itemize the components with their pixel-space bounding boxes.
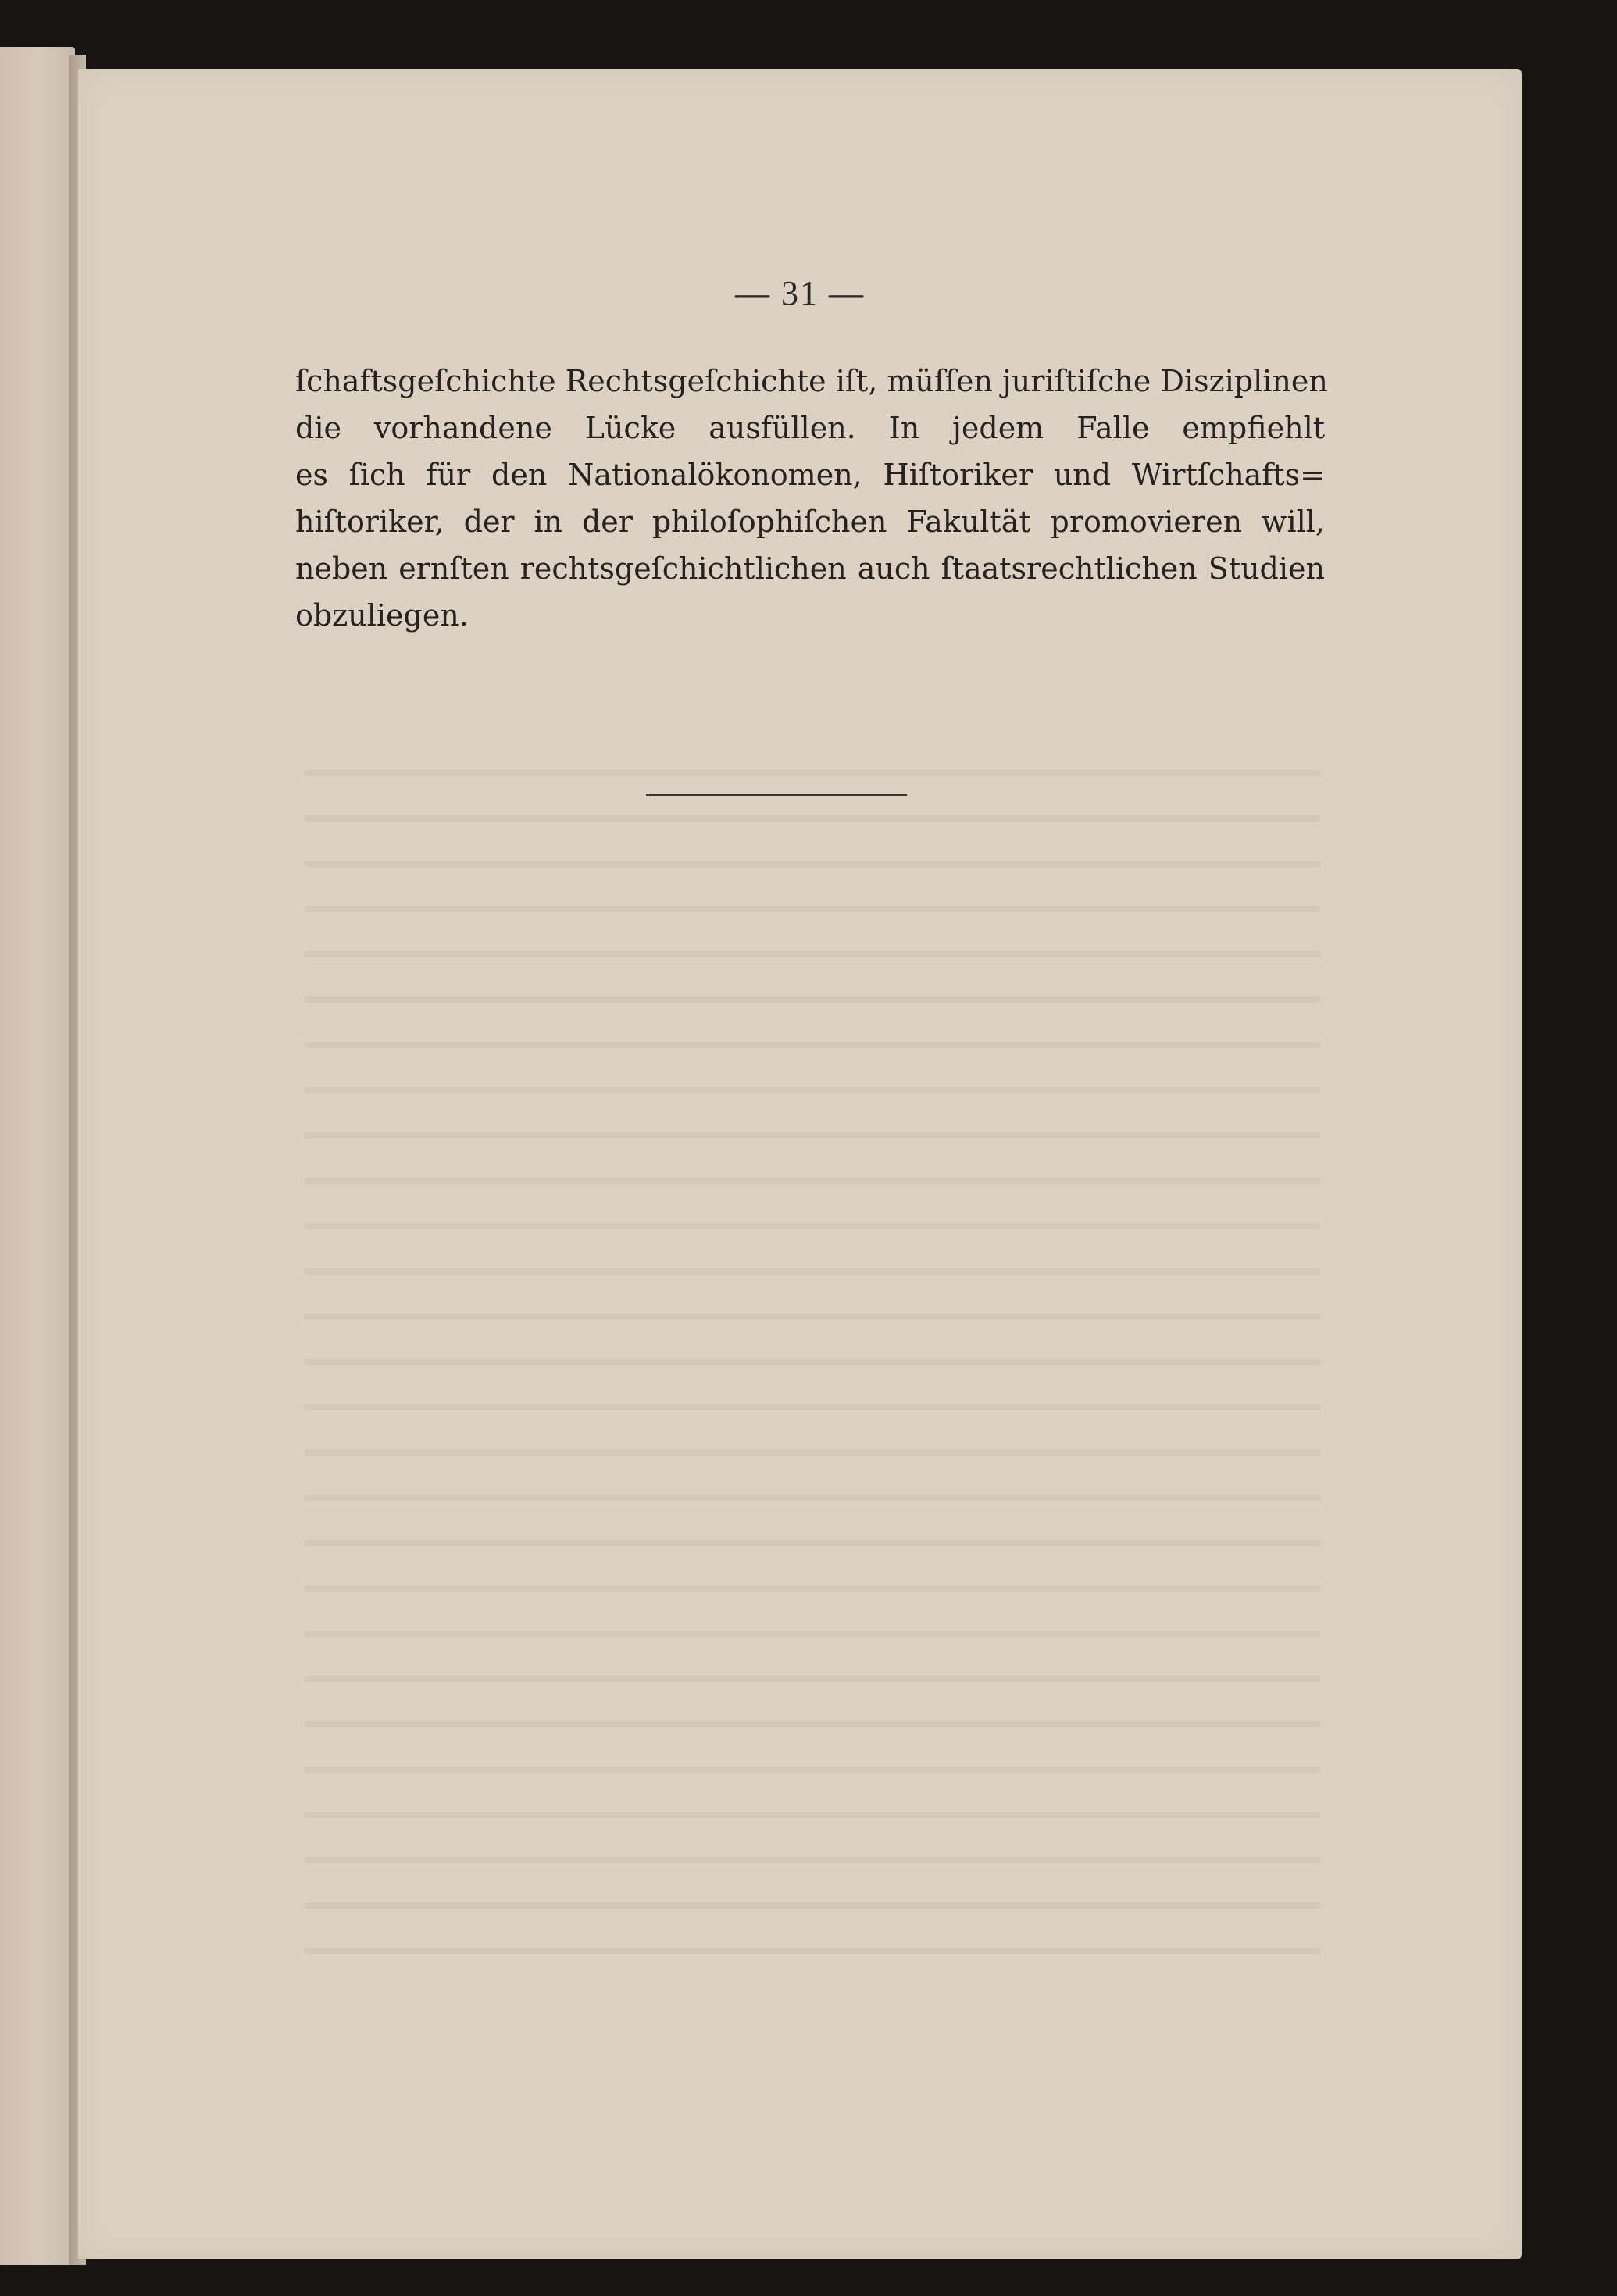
text-line: es ſich für den Nationalökonomen, Hiſtoriker und Wirtſchafts= (295, 458, 1325, 492)
facing-page-edge (0, 47, 75, 2265)
text-line: ſchaftsgeſchichte Rechtsgeſchichte iſt, müſſen juriſtiſche Disziplinen (295, 364, 1328, 398)
text-line: neben ernſten rechtsgeſchichtlichen auch ſtaatsrechtlichen Studien (295, 551, 1325, 586)
section-rule (646, 794, 907, 796)
text-line: hiſtoriker, der in der philoſophiſchen Fakultät promovieren will, (295, 504, 1325, 539)
show-through-text (305, 740, 1320, 1990)
page-number: — 31 — (735, 274, 865, 312)
body-paragraph (295, 358, 1328, 639)
book-page (78, 69, 1522, 2259)
text-line: die vorhandene Lücke ausfüllen. In jedem Falle empfiehlt (295, 411, 1325, 445)
text-line: obzuliegen. (295, 598, 469, 633)
